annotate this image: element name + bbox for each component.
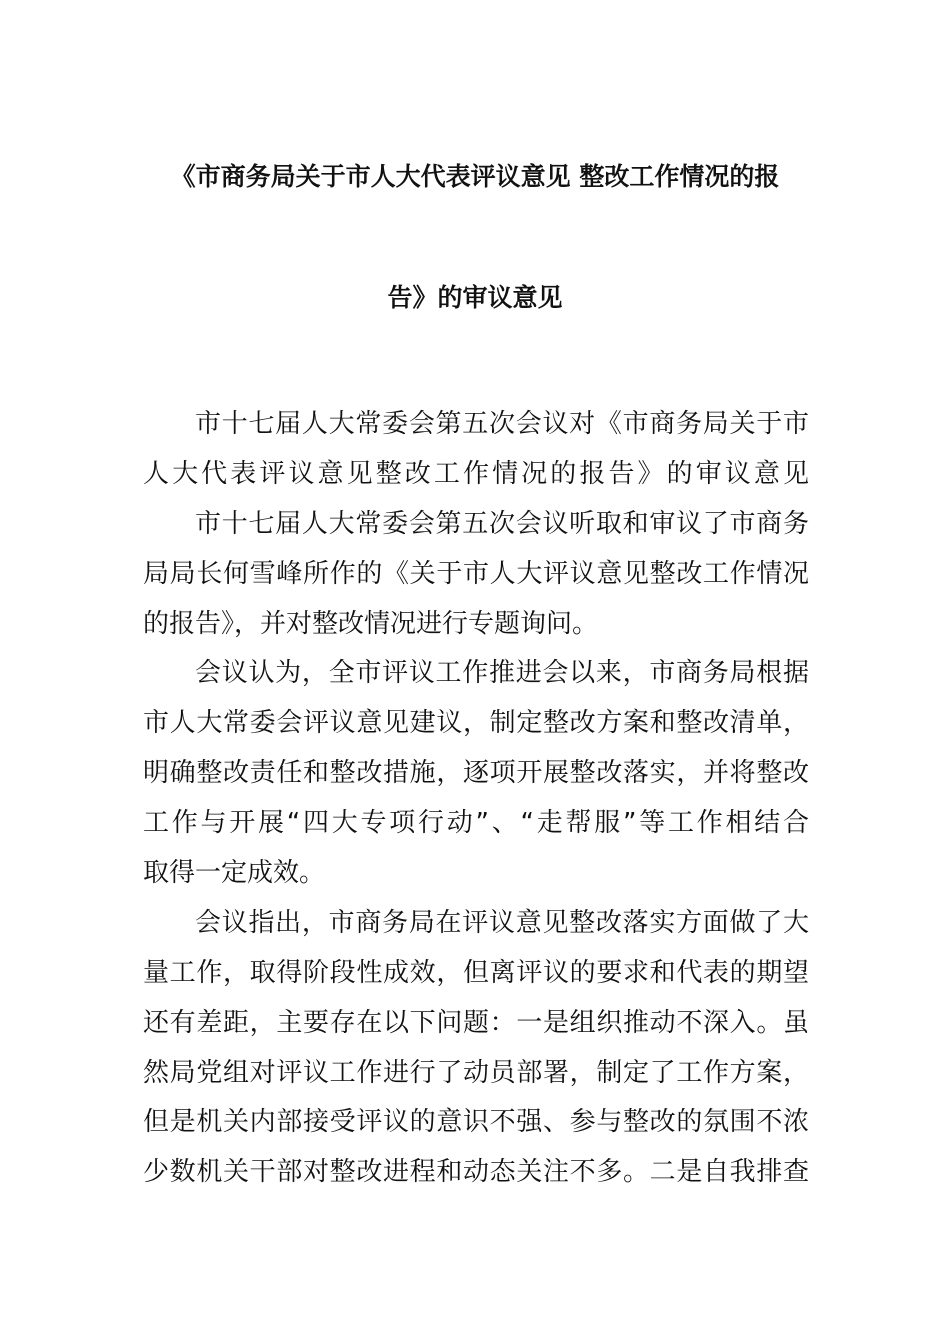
paragraph-line: 人大代表评议意见整改工作情况的报告》的审议意见 <box>143 458 809 489</box>
paragraph-line: 市人大常委会评议意见建议，制定整改方案和整改清单， <box>143 708 809 739</box>
paragraph-line: 市十七届人大常委会第五次会议听取和审议了市商务 <box>195 508 809 539</box>
paragraph-line: 量工作，取得阶段性成效，但离评议的要求和代表的期望 <box>143 957 809 988</box>
paragraph-line: 还有差距，主要存在以下问题：一是组织推动不深入。虽 <box>143 1007 809 1038</box>
paragraph-line: 的报告》，并对整改情况进行专题询问。 <box>143 608 599 639</box>
paragraph-2 <box>143 500 809 650</box>
document-body <box>143 400 809 1198</box>
paragraph-4 <box>143 899 809 1198</box>
document-title-line-1: 《市商务局关于市人大代表评议意见 整改工作情况的报 <box>170 162 780 191</box>
paragraph-line: 工作与开展“四大专项行动”、“走帮服”等工作相结合 <box>143 808 809 839</box>
paragraph-line: 会议认为，全市评议工作推进会以来，市商务局根据 <box>195 658 809 689</box>
paragraph-line: 市十七届人大常委会第五次会议对《市商务局关于市 <box>195 409 809 439</box>
paragraph-1 <box>143 400 809 500</box>
paragraph-line: 取得一定成效。 <box>143 858 326 889</box>
paragraph-line: 明确整改责任和整改措施，逐项开展整改落实，并将整改 <box>143 758 809 789</box>
paragraph-line: 然局党组对评议工作进行了动员部署，制定了工作方案， <box>143 1057 809 1088</box>
paragraph-line: 会议指出，市商务局在评议意见整改落实方面做了大 <box>195 907 809 938</box>
document-title-line-2: 告》的审议意见 <box>387 283 563 312</box>
paragraph-line: 但是机关内部接受评议的意识不强、参与整改的氛围不浓 <box>143 1107 809 1138</box>
paragraph-line: 少数机关干部对整改进程和动态关注不多。二是自我排查 <box>143 1157 809 1188</box>
paragraph-3 <box>143 649 809 898</box>
paragraph-line: 局局长何雪峰所作的《关于市人大评议意见整改工作情况 <box>143 558 809 589</box>
